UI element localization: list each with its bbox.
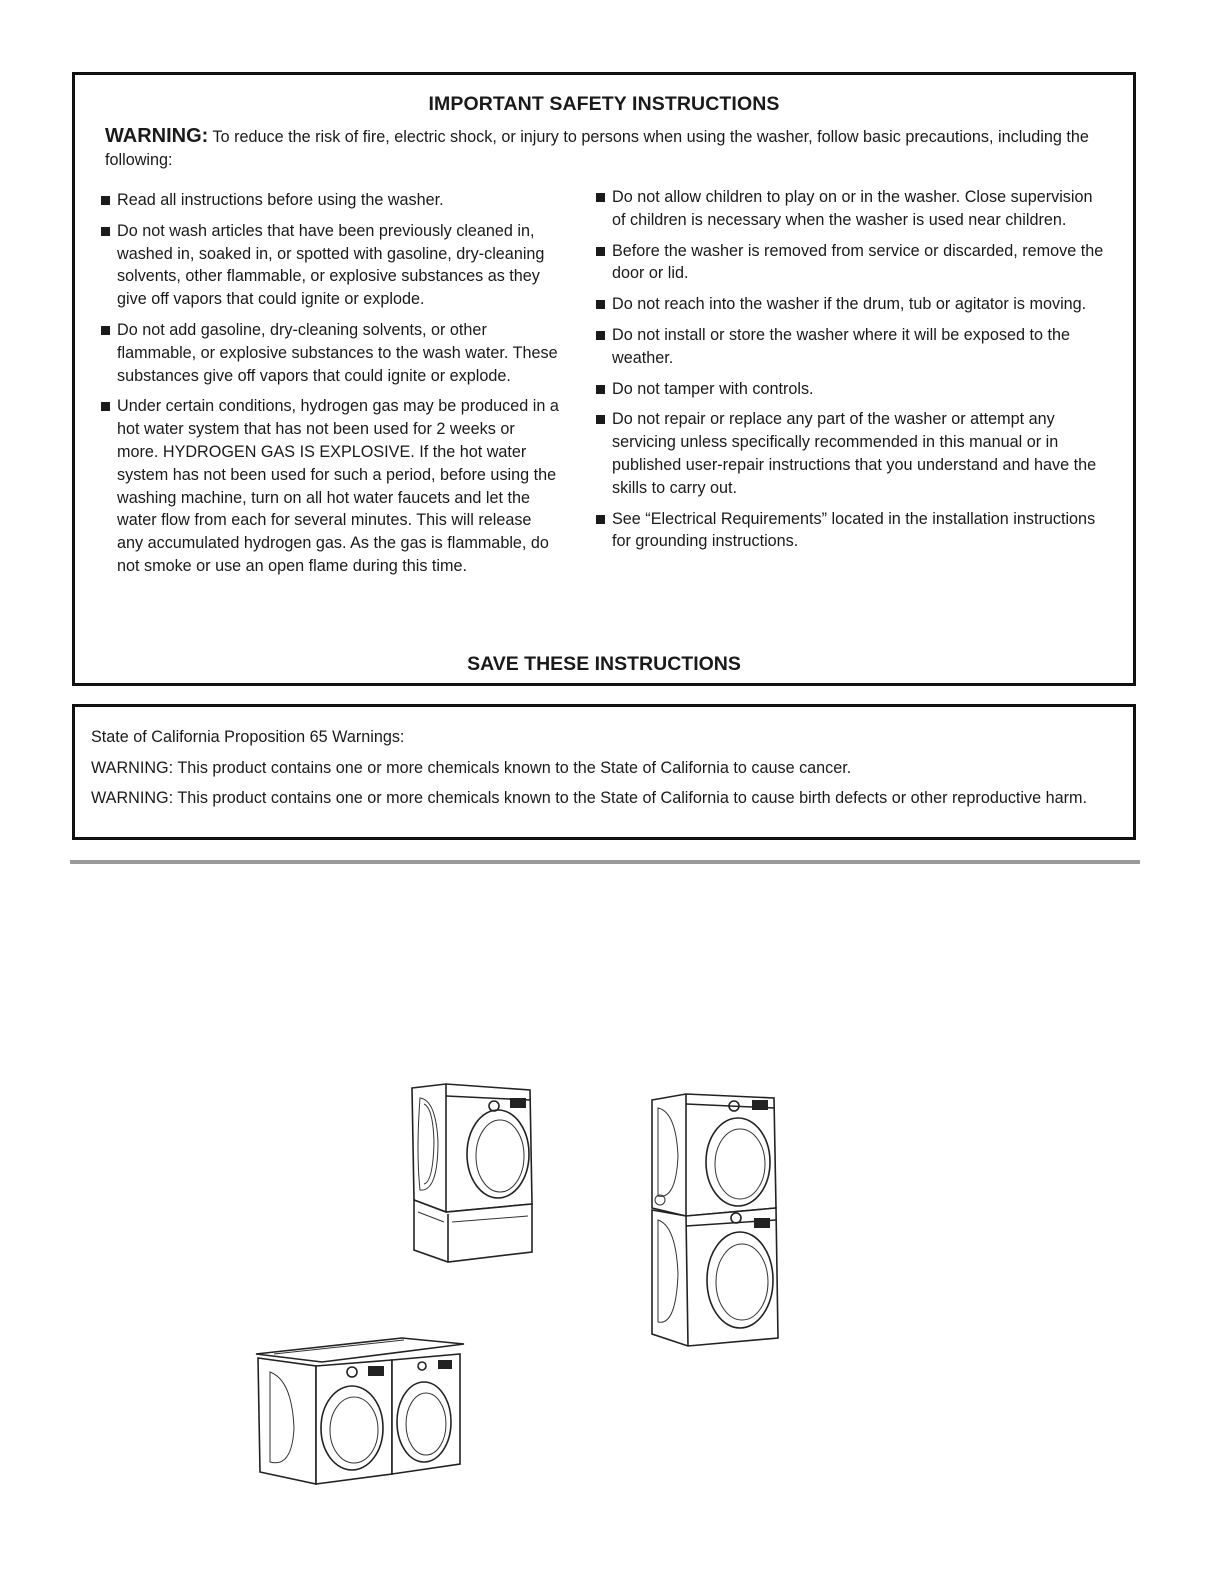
prop65-birth-defects-warning: WARNING: This product contains one or more chemicals known to the State of California to cause birth defects or other reproductive harm. <box>91 789 1087 807</box>
right-instructions-column <box>594 186 1109 561</box>
list-item: Under certain conditions, hydrogen gas may be produced in a hot water system that has not been used for 2 weeks or more. HYDROGEN GAS IS EXPLOSIVE. If the hot water system has not been used for such a period, before using the washing machine, turn on all hot water faucets and let the water flow from each for several minutes. This will release any accumulated hydrogen gas. As the gas is flammable, do not smoke or use an open flame during this time. <box>99 395 559 577</box>
list-item: Before the washer is removed from service or discarded, remove the door or lid. <box>594 240 1109 286</box>
prop65-cancer-warning: WARNING: This product contains one or more chemicals known to the State of California to cause cancer. <box>91 758 852 777</box>
prop65-warnings-box <box>72 704 1136 840</box>
washer-on-pedestal-illustration <box>406 1082 546 1268</box>
safety-title: IMPORTANT SAFETY INSTRUCTIONS <box>428 93 780 115</box>
list-item: Do not add gasoline, dry-cleaning solvents, or other flammable, or explosive substances to the wash water. These substances give off vapors that could ignite or explode. <box>99 319 559 387</box>
list-item: Do not tamper with controls. <box>594 378 1109 401</box>
save-instructions-heading: SAVE THESE INSTRUCTIONS <box>467 653 741 675</box>
list-item: Read all instructions before using the washer. <box>99 189 559 212</box>
square-bullet-icon <box>101 196 110 205</box>
safety-warning <box>105 125 1105 172</box>
square-bullet-icon <box>596 247 605 256</box>
list-item: Do not repair or replace any part of the washer or attempt any servicing unless specifically recommended in this manual or in published user-repair instructions that you understand and have the skills to carry out. <box>594 408 1109 499</box>
square-bullet-icon <box>596 300 605 309</box>
section-divider <box>70 860 1140 864</box>
list-item: Do not install or store the washer where it will be exposed to the weather. <box>594 324 1109 370</box>
prop65-heading: State of California Proposition 65 Warnings: <box>91 728 405 746</box>
square-bullet-icon <box>596 415 605 424</box>
stacked-washer-dryer-illustration <box>646 1090 786 1352</box>
square-bullet-icon <box>101 402 110 411</box>
warning-label: WARNING: <box>105 125 209 147</box>
side-by-side-washer-dryer-illustration <box>252 1336 468 1486</box>
square-bullet-icon <box>596 193 605 202</box>
square-bullet-icon <box>101 227 110 236</box>
safety-instructions-box <box>72 72 1136 686</box>
left-instructions-column <box>99 189 559 586</box>
square-bullet-icon <box>596 515 605 524</box>
square-bullet-icon <box>101 326 110 335</box>
list-item: Do not wash articles that have been previously cleaned in, washed in, soaked in, or spotted with gasoline, dry-cleaning solvents, other flammable, or explosive substances as they give off vapors that could ignite or explode. <box>99 220 559 311</box>
square-bullet-icon <box>596 331 605 340</box>
list-item: See “Electrical Requirements” located in the installation instructions for grounding instructions. <box>594 508 1109 554</box>
list-item: Do not allow children to play on or in the washer. Close supervision of children is necessary when the washer is used near children. <box>594 186 1109 232</box>
warning-text: To reduce the risk of fire, electric shock, or injury to persons when using the washer, follow basic precautions, including the following: <box>105 128 1089 169</box>
square-bullet-icon <box>596 385 605 394</box>
list-item: Do not reach into the washer if the drum, tub or agitator is moving. <box>594 293 1109 316</box>
